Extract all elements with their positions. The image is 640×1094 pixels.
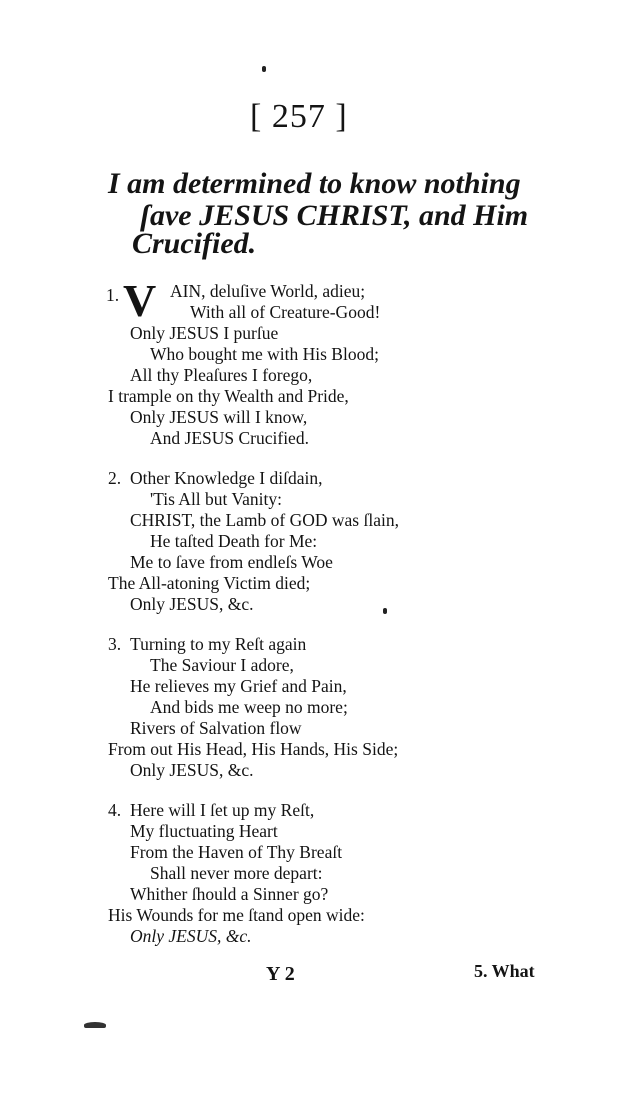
page-number: [ 257 ] [250, 98, 348, 135]
stanza-2-line-2: 'Tis All but Vanity: [150, 489, 283, 509]
stanza-4-line-3: From the Haven of Thy Breaſt [130, 842, 343, 862]
print-speck [262, 66, 266, 72]
stanza-4-line-7: Only JESUS, &c. [130, 926, 252, 946]
stanza-2-number: 2. [108, 468, 122, 488]
stanza-1-line-7: Only JESUS will I know, [130, 407, 308, 427]
stanza-3-line-1: Turning to my Reſt again [130, 634, 307, 654]
stanza-2-line-5: Me to ſave from endleſs Woe [130, 552, 333, 572]
stanza-3-number: 3. [108, 634, 122, 654]
stanza-1-line-8: And JESUS Crucified. [150, 428, 309, 448]
hymn-title-line-3: Crucified. [132, 227, 257, 260]
stanza-1-number: 1. [106, 285, 120, 305]
stanza-2-line-1: Other Knowledge I diſdain, [130, 468, 323, 488]
stanza-1-line-5: All thy Pleaſures I forego, [130, 365, 313, 385]
stanza-2-line-6: The All-atoning Victim died; [108, 573, 311, 593]
print-speck [383, 608, 387, 614]
stanza-3-line-2: The Saviour I adore, [150, 655, 294, 675]
stanza-3-line-7: Only JESUS, &c. [130, 760, 254, 780]
stanza-4-line-1: Here will I ſet up my Reſt, [130, 800, 315, 820]
stanza-3-line-6: From out His Head, His Hands, His Side; [108, 739, 399, 759]
stanza-1-line-4: Who bought me with His Blood; [150, 344, 379, 364]
stanza-2-line-3: CHRIST, the Lamb of GOD was ſlain, [130, 510, 399, 530]
stanza-1-dropcap: V [123, 275, 157, 326]
printer-ornament [84, 1022, 106, 1028]
stanza-4-number: 4. [108, 800, 122, 820]
stanza-3-line-4: And bids me weep no more; [150, 697, 348, 717]
stanza-4-line-6: His Wounds for me ſtand open wide: [108, 905, 365, 925]
stanza-2-line-7: Only JESUS, &c. [130, 594, 254, 614]
signature-mark: Y 2 [266, 963, 295, 985]
catchword: 5. What [474, 961, 535, 981]
stanza-3-line-5: Rivers of Salvation flow [130, 718, 302, 738]
stanza-1-line-2: With all of Creature-Good! [190, 302, 381, 322]
stanza-4-line-5: Whither ſhould a Sinner go? [130, 884, 329, 904]
stanza-1-line-1: AIN, deluſive World, adieu; [170, 281, 366, 301]
stanza-3-line-3: He relieves my Grief and Pain, [130, 676, 347, 696]
stanza-2-line-4: He taſted Death for Me: [150, 531, 318, 551]
hymn-title-line-2: ſave JESUS CHRIST, and Him [140, 199, 529, 232]
stanza-1-line-6: I trample on thy Wealth and Pride, [108, 386, 349, 406]
stanza-1-line-3: Only JESUS I purſue [130, 323, 279, 343]
stanza-4-line-4: Shall never more depart: [150, 863, 323, 883]
hymn-title-line-1: I am determined to know nothing [108, 167, 521, 200]
stanza-4-line-2: My fluctuating Heart [130, 821, 278, 841]
